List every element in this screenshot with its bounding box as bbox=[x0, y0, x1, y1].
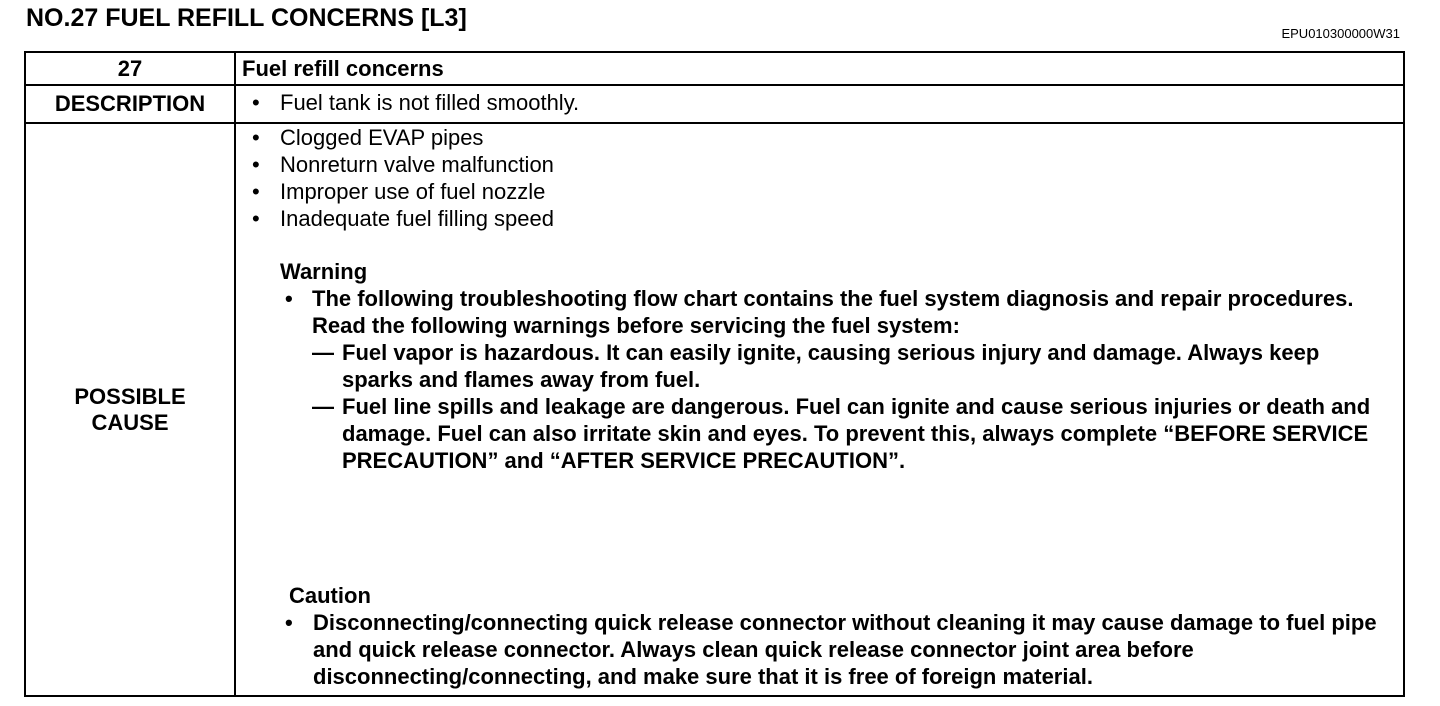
warning-dash-item: — Fuel vapor is hazardous. It can easily ignite, causing serious injury and damage. Always keep sparks and flames away from fuel. bbox=[236, 339, 1403, 393]
possible-cause-label-line2: CAUSE bbox=[91, 409, 169, 435]
possible-cause-cell bbox=[235, 123, 1404, 696]
warning-dash-item: — Fuel line spills and leakage are dangerous. Fuel can ignite and cause serious injuries or death and damage. Fuel can also irritate skin and eyes. To prevent this, always complete “BEFORE SERVICE PRECAUTION” and “AFTER SERVICE PRECAUTION”. bbox=[236, 393, 1403, 474]
header-row bbox=[25, 52, 1404, 85]
concern-number: 27 bbox=[25, 52, 235, 85]
cause-item: • Improper use of fuel nozzle bbox=[236, 178, 1403, 205]
caution-heading: Caution bbox=[289, 583, 371, 608]
description-item: • Fuel tank is not filled smoothly. bbox=[236, 89, 1403, 116]
document-code: EPU010300000W31 bbox=[1281, 26, 1400, 41]
cause-item: • Clogged EVAP pipes bbox=[236, 124, 1403, 151]
description-label: DESCRIPTION bbox=[25, 85, 235, 123]
troubleshooting-table bbox=[24, 51, 1405, 697]
caution-block bbox=[236, 582, 1403, 690]
description-cell bbox=[235, 85, 1404, 123]
description-row bbox=[25, 85, 1404, 123]
cause-item: • Inadequate fuel filling speed bbox=[236, 205, 1403, 232]
cause-item: • Nonreturn valve malfunction bbox=[236, 151, 1403, 178]
possible-cause-label bbox=[25, 123, 235, 696]
cause-list bbox=[236, 124, 1403, 232]
caution-bullet: • Disconnecting/connecting quick release connector without cleaning it may cause damage to fuel pipe and quick release connector. Always clean quick release connector joint area before disconnecting/connecting, and make sure that it is free of foreign material. bbox=[236, 609, 1403, 690]
page-title: NO.27 FUEL REFILL CONCERNS [L3] bbox=[26, 4, 467, 32]
possible-cause-row bbox=[25, 123, 1404, 696]
warning-heading: Warning bbox=[280, 259, 368, 284]
concern-name: Fuel refill concerns bbox=[235, 52, 1404, 85]
possible-cause-label-line1: POSSIBLE bbox=[74, 383, 186, 409]
warning-bullet: • The following troubleshooting flow chart contains the fuel system diagnosis and repair procedures. Read the following warnings before servicing the fuel system: bbox=[236, 285, 1403, 339]
